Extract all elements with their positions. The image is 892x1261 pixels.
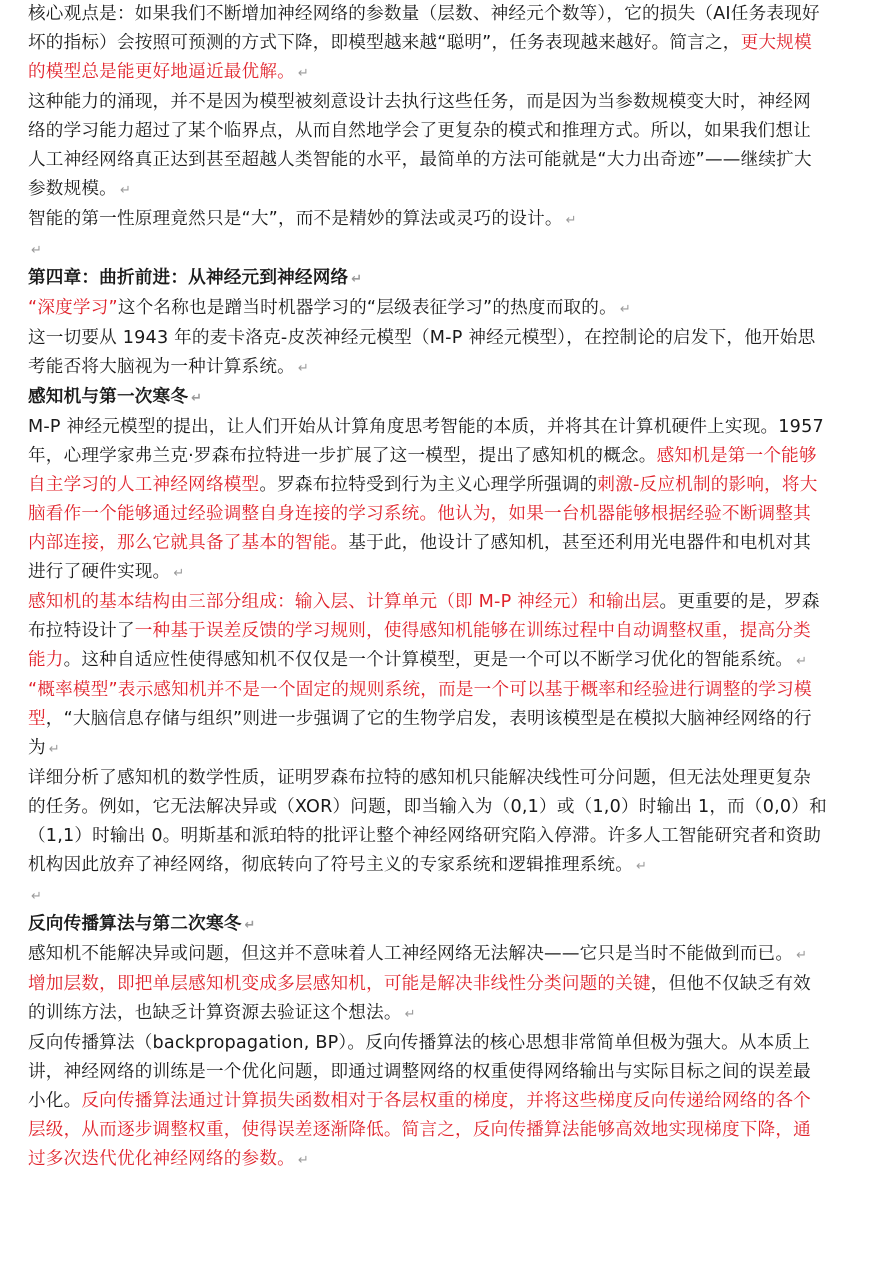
text-run: 反向传播算法与第二次寒冬 [28, 914, 242, 934]
body-paragraph [28, 294, 828, 324]
text-run: 核心观点是：如果我们不断增加神经网络的参数量（层数、神经元个数等），它的损失（AI任务表现好坏的指标）会按照可预测的方式下降，即模型越来越“聪明”，任务表现越来越好。简言之， [28, 4, 820, 53]
highlighted-text: 更大规模的模型总是能更好地逼近最优解。 [28, 33, 812, 82]
body-paragraph [28, 205, 828, 235]
text-run: 这个名称也是蹭当时机器学习的“层级表征学习”的热度而取的。 [117, 298, 617, 318]
paragraph-mark-icon: ↵ [636, 859, 648, 874]
highlighted-text: “概率模型”表示感知机并不是一个固定的规则系统，而是一个可以基于概率和经验进行调整的学习模型 [28, 680, 812, 729]
text-run: 。更重要的是，罗森布拉特设计了 [28, 592, 820, 641]
paragraph-mark-icon: ↵ [297, 66, 310, 81]
text-run: 感知机与第一次寒冬 [28, 387, 189, 407]
body-paragraph [28, 764, 828, 881]
text-run: M-P 神经元模型的提出，让人们开始从计算角度思考智能的本质，并将其在计算机硬件上实现。1957 年，心理学家弗兰克·罗森布拉特进一步扩展了这一模型，提出了感知机的概念。 [28, 417, 824, 466]
text-run: 智能的第一性原理竟然只是“大”，而不是精妙的算法或灵巧的设计。 [28, 209, 563, 229]
empty-paragraph [28, 235, 828, 264]
body-paragraph [28, 1029, 828, 1175]
text-run: 这种能力的涌现，并不是因为模型被刻意设计去执行这些任务，而是因为当参数规模变大时，神经网络的学习能力超过了某个临界点，从而自然地学会了更复杂的模式和推理方式。所以，如果我们想让人工神经网络真正达到甚至超越人类智能的水平，最简单的方法可能就是“大力出奇迹”——继续扩大参数规模。 [28, 92, 812, 199]
text-run: 感知机不能解决异或问题，但这并不意味着人工神经网络无法解决——它只是当时不能做到而已。 [28, 944, 794, 964]
body-paragraph [28, 676, 828, 764]
empty-paragraph [28, 881, 828, 910]
text-run: 基于此，他设计了感知机，甚至还利用光电器件和电机对其进行了硬件实现。 [28, 533, 811, 582]
paragraph-mark-icon: ↵ [351, 272, 363, 287]
text-run: 详细分析了感知机的数学性质，证明罗森布拉特的感知机只能解决线性可分问题，但无法处理更复杂的任务。例如，它无法解决异或（XOR）问题，即当输入为（0,1）或（1,0）时输出 1，而（0,0）和（1,1）时输出 0。明斯基和派珀特的批评让整个神经网络研究陷入停滞。许多人工智能研究者和资助机构因此放弃了神经网络，彻底转向了符号主义的专家系统和逻辑推理系统。 [28, 768, 827, 875]
paragraph-mark-icon: ↵ [297, 1153, 310, 1168]
highlighted-text: 一种基于误差反馈的学习规则，使得感知机能够在训练过程中自动调整权重，提高分类能力 [28, 621, 811, 670]
paragraph-mark-icon: ↵ [796, 948, 808, 963]
body-paragraph [28, 0, 828, 88]
paragraph-mark-icon: ↵ [191, 391, 203, 406]
highlighted-text: 刺激-反应机制的影响，将大脑看作一个能够通过经验调整自身连接的学习系统。他认为，如果一台机器能够根据经验不断调整其内部连接，那么它就具备了基本的智能。 [28, 475, 818, 553]
highlighted-text: 感知机的基本结构由三部分组成：输入层、计算单元（即 M-P 神经元）和输出层 [28, 592, 660, 612]
text-run: 。罗森布拉特受到行为主义心理学所强调的 [259, 475, 598, 495]
paragraph-mark-icon: ↵ [173, 566, 185, 581]
highlighted-text: 感知机是第一个能够自主学习的人工神经网络模型 [28, 446, 817, 495]
body-paragraph [28, 324, 828, 383]
highlighted-text: “深度学习” [28, 298, 118, 318]
body-paragraph [28, 413, 828, 588]
section-heading [28, 910, 828, 940]
highlighted-text: 增加层数，即把单层感知机变成多层感知机，可能是解决非线性分类问题的关键 [28, 974, 651, 994]
paragraph-mark-icon: ↵ [404, 1007, 416, 1022]
body-paragraph [28, 88, 828, 205]
paragraph-mark-icon: ↵ [297, 361, 310, 376]
paragraph-mark-icon: ↵ [119, 183, 132, 198]
document-body[interactable] [28, 0, 828, 1175]
text-run: 第四章：曲折前进：从神经元到神经网络 [28, 268, 349, 288]
text-run: ，“大脑信息存储与组织”则进一步强调了它的生物学启发，表明该模型是在模拟大脑神经网络的行为 [28, 709, 812, 758]
paragraph-mark-icon: ↵ [619, 302, 631, 317]
body-paragraph [28, 588, 828, 676]
body-paragraph [28, 970, 828, 1029]
text-run: ，但他不仅缺乏有效的训练方法，也缺乏计算资源去验证这个想法。 [28, 974, 811, 1023]
highlighted-text: 反向传播算法通过计算损失函数相对于各层权重的梯度，并将这些梯度反向传递给网络的各个层级，从而逐步调整权重，使得误差逐渐降低。简言之，反向传播算法能够高效地实现梯度下降，通过多次迭代优化神经网络的参数。 [28, 1091, 811, 1169]
text-run: 这一切要从 1943 年的麦卡洛克-皮茨神经元模型（M-P 神经元模型），在控制论的启发下，他开始思考能否将大脑视为一种计算系统。 [28, 328, 816, 377]
paragraph-mark-icon: ↵ [48, 742, 60, 757]
text-run: 反向传播算法（backpropagation, BP）。反向传播算法的核心思想非常简单但极为强大。从本质上讲，神经网络的训练是一个优化问题，即通过调整网络的权重使得网络输出与实际目标之间的误差最小化。 [28, 1033, 811, 1111]
paragraph-mark-icon: ↵ [796, 654, 808, 669]
body-paragraph [28, 940, 828, 970]
section-heading [28, 383, 828, 413]
paragraph-mark-icon: ↵ [31, 243, 43, 258]
document-page [28, 0, 828, 1175]
text-run: 。这种自适应性使得感知机不仅仅是一个计算模型，更是一个可以不断学习优化的智能系统。 [63, 650, 794, 670]
paragraph-mark-icon: ↵ [244, 918, 256, 933]
section-heading [28, 264, 828, 294]
paragraph-mark-icon: ↵ [565, 213, 577, 228]
paragraph-mark-icon: ↵ [31, 889, 43, 904]
